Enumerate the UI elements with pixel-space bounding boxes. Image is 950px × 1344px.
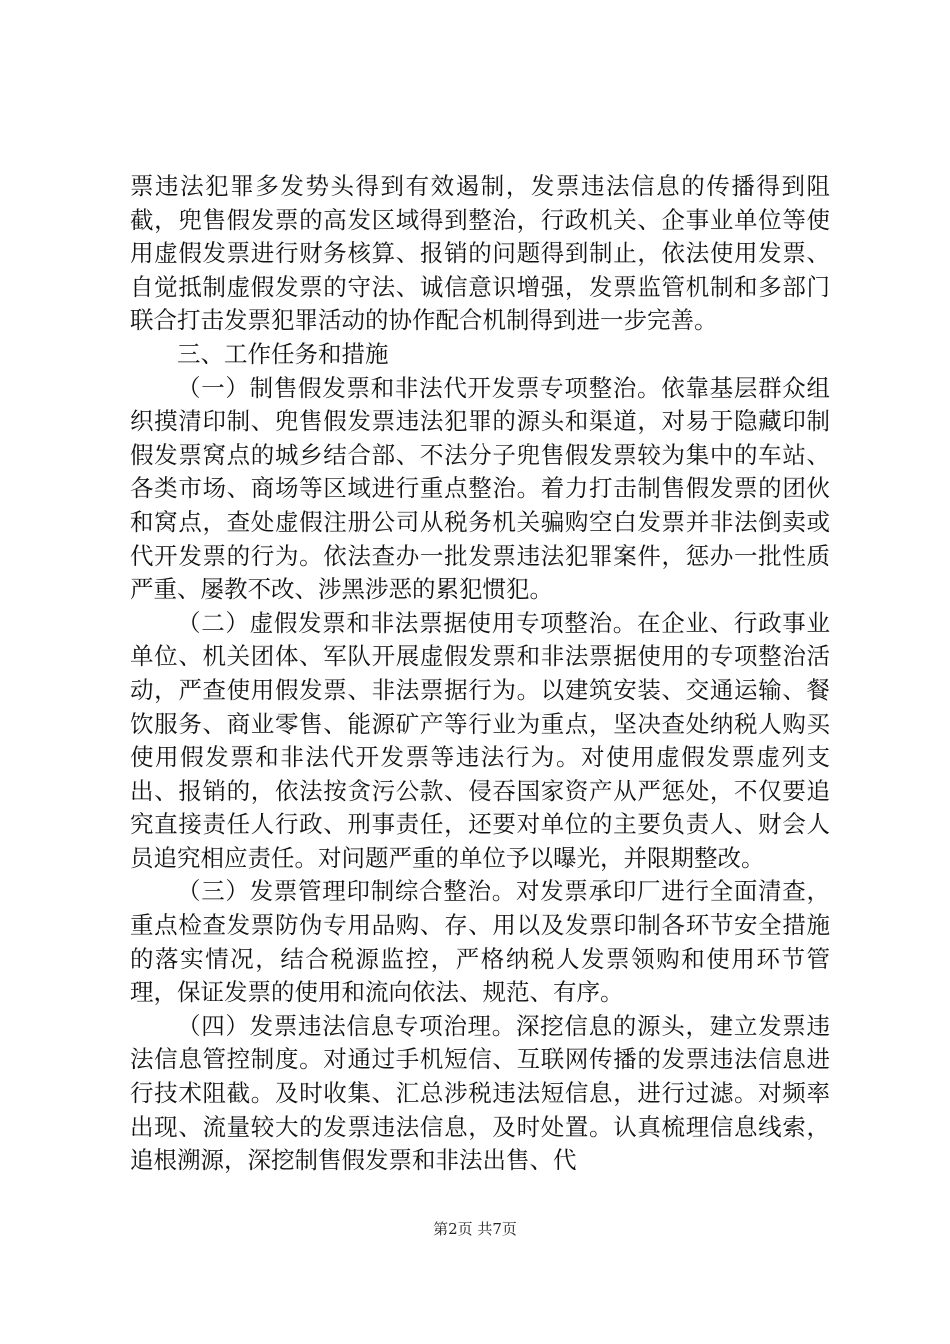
paragraph-5: （四）发票违法信息专项治理。深挖信息的源头，建立发票违法信息管控制度。对通过手机短信、互联网传播的发票违法信息进行技术阻截。及时收集、汇总涉税违法短信息，进行过滤。对频率出现、流量较大的发票违法信息，及时处置。认真梳理信息线索，追根溯源，深挖制售假发票和非法出售、代 (130, 1011, 830, 1175)
paragraph-4: （三）发票管理印制综合整治。对发票承印厂进行全面清查，重点检查发票防伪专用品购、存、用以及发票印制各环节安全措施的落实情况，结合税源监控，严格纳税人发票领购和使用环节管理，保证发票的使用和流向依法、规范、有序。 (130, 877, 830, 1007)
paragraph-1: 票违法犯罪多发势头得到有效遏制，发票违法信息的传播得到阻截，兜售假发票的高发区域得到整治，行政机关、企事业单位等使用虚假发票进行财务核算、报销的问题得到制止，依法使用发票、自觉抵制虚假发票的守法、诚信意识增强，发票监管机制和多部门联合打击发票犯罪活动的协作配合机制得到进一步完善。 (130, 172, 830, 335)
document-body (130, 170, 830, 1178)
page-footer: 第2页 共7页 (433, 1220, 517, 1238)
paragraph-3: （二）虚假发票和非法票据使用专项整治。在企业、行政事业单位、机关团体、军队开展虚假发票和非法票据使用的专项整治活动，严查使用假发票、非法票据行为。以建筑安装、交通运输、餐饮服务、商业零售、能源矿产等行业为重点，坚决查处纳税人购买使用假发票和非法代开发票等违法行为。对使用虚假发票虚列支出、报销的，依法按贪污公款、侵吞国家资产从严惩处，不仅要追究直接责任人行政、刑事责任，还要对单位的主要负责人、财会人员追究相应责任。对问题严重的单位予以曝光，并限期整改。 (130, 608, 830, 872)
paragraph-2: （一）制售假发票和非法代开发票专项整治。依靠基层群众组织摸清印制、兜售假发票违法犯罪的源头和渠道，对易于隐藏印制假发票窝点的城乡结合部、不法分子兜售假发票较为集中的车站、各类市场、商场等区域进行重点整治。着力打击制售假发票的团伙和窝点，查处虚假注册公司从税务机关骗购空白发票并非法倒卖或代开发票的行为。依法查办一批发票违法犯罪案件，惩办一批性质严重、屡教不改、涉黑涉恶的累犯惯犯。 (130, 373, 830, 604)
section-heading: 三、工作任务和措施 (177, 339, 389, 368)
